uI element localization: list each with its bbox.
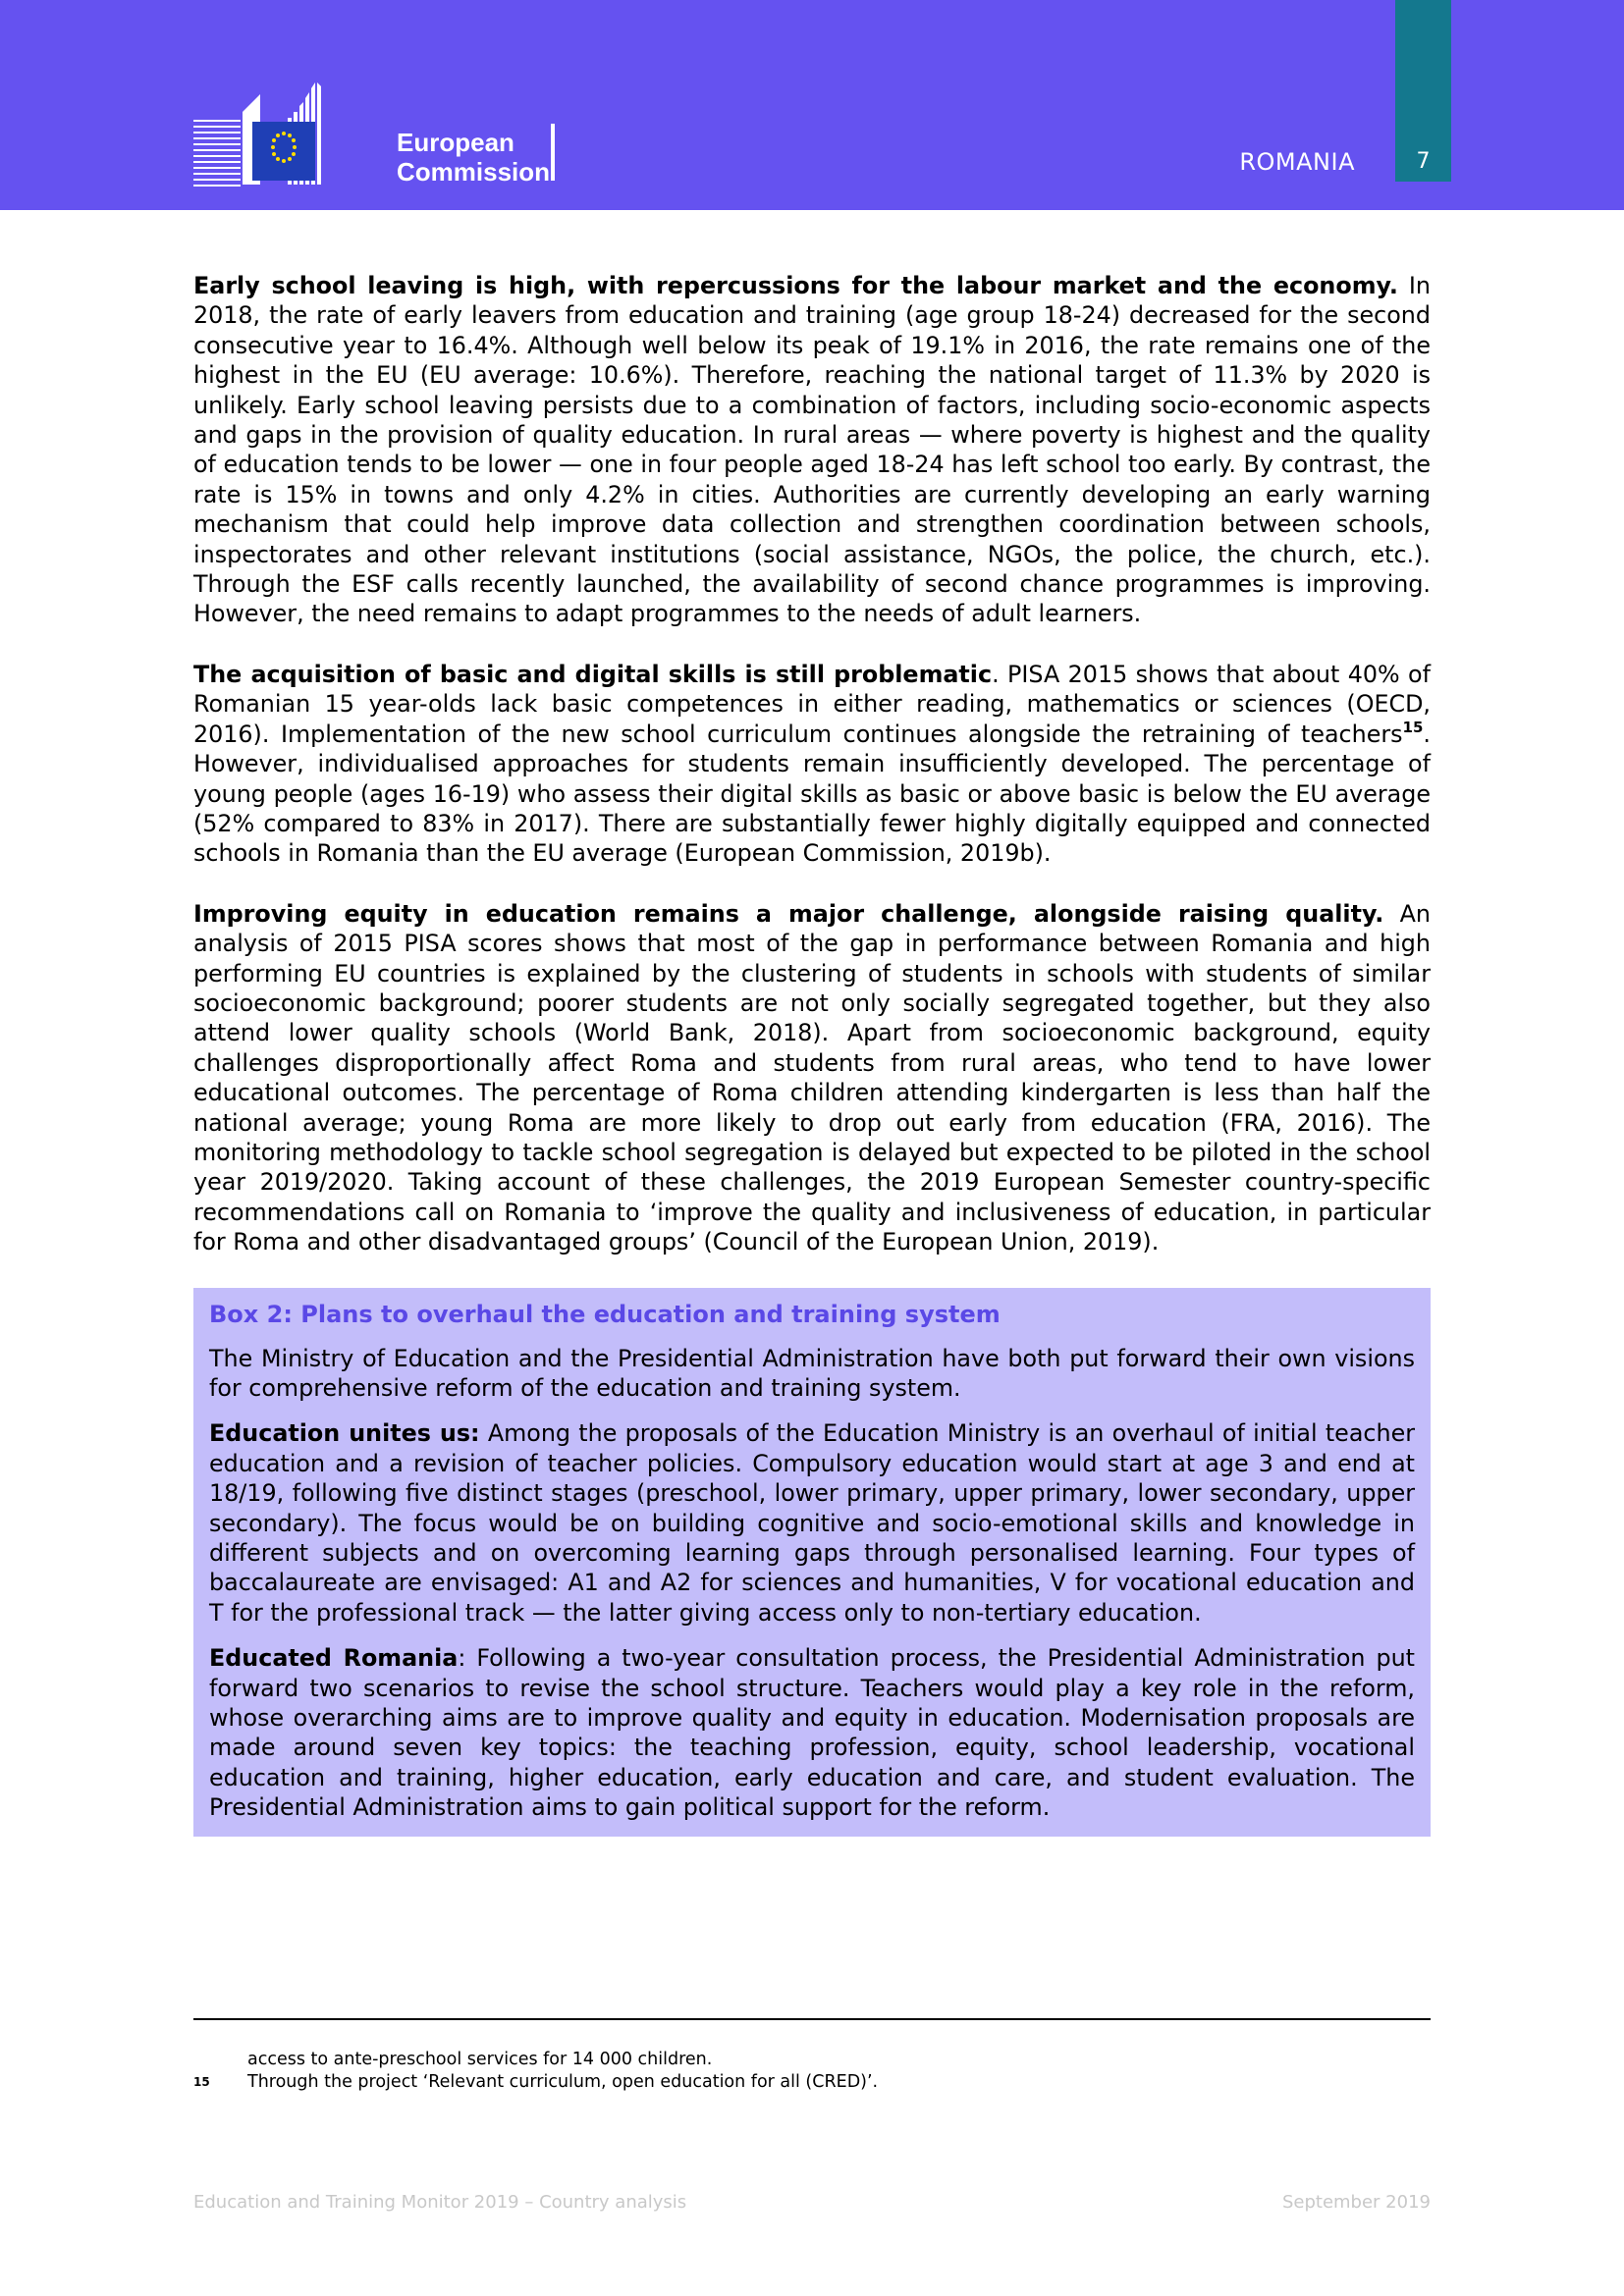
country-label: ROMANIA [1239,148,1355,176]
box-title: Box 2: Plans to overhaul the education and training system [209,1300,1001,1328]
paragraph-equity [193,899,1431,1257]
footnote-text: Through the project ‘Relevant curriculum, open education for all (CRED)’. [247,2072,879,2092]
footer-right: September 2019 [1281,2192,1431,2213]
logo-line-2: Commission [397,157,551,187]
paragraph-text: In 2018, the rate of early leavers from education and training (age group 18-24) decreased for the second consecutive year to 16.4%. Although well below its peak of 19.1% in 2016, the rate remains one of the highest in the EU (EU average: 10.6%). Therefore, reaching the national target of 11.3% by 2020 is unlikely. Early school leaving persists due to a combination of factors, including socio-economic aspects and gaps in the provision of quality education. In rural areas — where poverty is highest and the quality of education tends to be lower — one in four people aged 18-24 has left school too early. By contrast, the rate is 15% in towns and only 4.2% in cities. Authorities are currently developing an early warning mechanism that could help improve data collection and strengthen coordination between schools, inspectorates and other relevant institutions (social assistance, NGOs, the police, the church, etc.). Through the ESF calls recently launched, the availability of second chance programmes is improving. However, the need remains to adapt programmes to the needs of adult learners. [193,272,1431,628]
box-item-text: Among the proposals of the Education Ministry is an overhaul of initial teacher education and a revision of teacher policies. Compulsory education would start at age 3 and end at 18/19, following five distinct stages (preschool, lower primary, upper primary, lower secondary, upper secondary). The focus would be on building cognitive and socio-emotional skills and knowledge in different subjects and on overcoming learning gaps through personalised learning. Four types of baccalaureate are envisaged: A1 and A2 for sciences and humanities, V for vocational education and T for the professional track — the latter giving access only to non-tertiary education. [209,1419,1415,1627]
logo-divider [551,124,555,181]
box-item-lead: Educated Romania [209,1644,459,1673]
european-commission-logo [193,82,567,187]
page-number: 7 [1416,149,1431,174]
footnote-reference[interactable]: 15 [1402,718,1424,736]
box-item-text: : Following a two-year consultation process, the Presidential Administration put forward two scenarios to revise the school structure. Teachers would play a key role in the reform, whose overarching aims are to improve quality and equity in education. Modernisation proposals are made around seven key topics: the teaching profession, equity, school leadership, vocational education and training, higher education, early education and care, and student evaluation. The Presidential Administration aims to gain political support for the reform. [209,1644,1415,1822]
paragraph-early-school-leaving [193,271,1431,629]
paragraph-lead: The acquisition of basic and digital skills is still problematic [193,660,993,688]
paragraph-basic-digital-skills [193,660,1431,869]
logo-line-1: European [397,128,514,157]
footnote-mark: 15 [193,2075,210,2089]
main-content [193,271,1431,1837]
box-item-lead: Education unites us: [209,1419,480,1448]
page-header [0,0,1624,210]
box-item-educated-romania [209,1643,1415,1822]
paragraph-text: An analysis of 2015 PISA scores shows that most of the gap in performance between Romania and high performing EU countries is explained by the clustering of students in schools with students of similar socioeconomic background; poorer students are not only socially segregated together, but they also attend lower quality schools (World Bank, 2018). Apart from socioeconomic background, equity challenges disproportionally affect Roma and students from rural areas, who tend to have lower educational outcomes. The percentage of Roma children attending kindergarten is less than half the national average; young Roma are more likely to drop out early from education (FRA, 2016). The monitoring methodology to tackle school segregation is delayed but expected to be piloted in the school year 2019/2020. Taking account of these challenges, the 2019 European Semester country-specific recommendations call on Romania to ‘improve the quality and inclusiveness of education, in particular for Roma and other disadvantaged groups’ (Council of the European Union, 2019). [193,899,1431,1256]
box-2-education-overhaul [193,1288,1431,1837]
paragraph-text: . However, individualised approaches for students remain insufficiently developed. The percentage of young people (ages 16-19) who assess their digital skills as basic or above basic is below the EU average (52% compared to 83% in 2017). There are substantially fewer highly digitally equipped and connected schools in Romania than the EU average (European Commission, 2019b). [193,720,1431,868]
footnote-separator [193,2018,1431,2020]
paragraph-text: . PISA 2015 shows that about 40% of Romanian 15 year-olds lack basic competences in either reading, mathematics or sciences (OECD, 2016). Implementation of the new school curriculum continues alongside the retraining of teachers [193,660,1431,748]
paragraph-lead: Early school leaving is high, with repercussions for the labour market and the economy. [193,272,1398,299]
footnote-continuation-text: access to ante-preschool services for 14 000 children. [247,2050,713,2069]
commission-building-icon [193,82,321,187]
box-intro: The Ministry of Education and the Presidential Administration have both put forward their own visions for comprehensive reform of the education and training system. [209,1344,1415,1402]
box-item-education-unites-us [209,1418,1415,1628]
paragraph-lead: Improving equity in education remains a major challenge, alongside raising quality. [193,899,1384,928]
footer-left: Education and Training Monitor 2019 – Country analysis [193,2192,687,2213]
